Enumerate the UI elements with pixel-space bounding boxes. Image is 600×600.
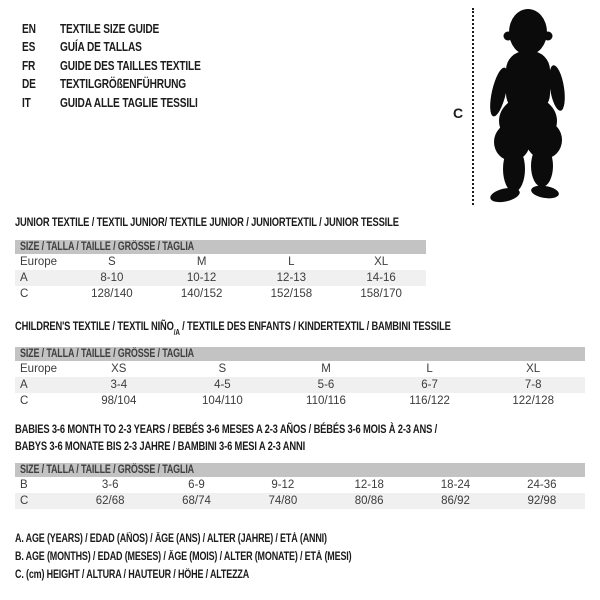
table-cell: S bbox=[218, 363, 227, 375]
height-measure-label: C bbox=[453, 105, 464, 121]
table-row bbox=[15, 393, 585, 409]
language-guide-title: GUÍA DE TALLAS bbox=[60, 39, 142, 55]
table-cell: 62/68 bbox=[95, 495, 125, 507]
language-code: IT bbox=[22, 94, 31, 110]
table-cell: 10-12 bbox=[186, 272, 217, 284]
language-code: ES bbox=[22, 39, 36, 55]
table-cell: 3-6 bbox=[101, 479, 119, 491]
table-cell: 3-4 bbox=[110, 379, 128, 391]
row-label: A bbox=[20, 379, 28, 391]
row-label: Europe bbox=[20, 363, 58, 375]
table-cell: 74/80 bbox=[268, 495, 298, 507]
table-cell: L bbox=[288, 256, 295, 268]
language-guide-title: GUIDE DES TAILLES TEXTILE bbox=[60, 57, 201, 73]
table-cell: 6-9 bbox=[188, 479, 205, 491]
table-cell: 9-12 bbox=[271, 479, 295, 491]
table-row bbox=[15, 254, 426, 270]
table-cell: 98/104 bbox=[101, 395, 137, 407]
children-table-title: CHILDREN'S TEXTILE / TEXTIL $NIÑO_{/A}$ / TEXTILE DES ENFANTS / KINDERTEXTIL / BAMBINI TESSILE bbox=[15, 319, 451, 338]
table-row bbox=[15, 286, 426, 302]
size-header-bar: SIZE / TALLA / TAILLE / GRÖSSE / TAGLIA bbox=[15, 463, 585, 477]
table-cell: 12-13 bbox=[276, 272, 307, 284]
table-cell: L bbox=[426, 363, 433, 375]
table-cell: 5-6 bbox=[317, 379, 335, 391]
height-measure-dotted-line bbox=[472, 8, 474, 205]
legend-line-b: B. AGE (MONTHS) / EDAD (MESES) / ÂGE (MOIS) / ALTER (MONATE) / ETÀ (MESI) bbox=[15, 551, 352, 563]
table-cell: S bbox=[108, 256, 116, 268]
row-label: C bbox=[20, 495, 29, 507]
baby-silhouette-icon bbox=[483, 6, 573, 206]
table-cell: 128/140 bbox=[91, 288, 133, 300]
babies-table bbox=[15, 463, 585, 509]
measurement-legend bbox=[15, 533, 446, 587]
legend-line-c: C. (cm) HEIGHT / ALTURA / HAUTEUR / HÖHE / ALTEZZA bbox=[15, 569, 250, 581]
table-cell: 122/128 bbox=[512, 395, 554, 407]
table-cell: 140/152 bbox=[180, 288, 223, 300]
table-cell: 4-5 bbox=[214, 379, 231, 391]
table-cell: 6-7 bbox=[421, 379, 438, 391]
babies-table-title: BABIES 3-6 MONTH TO 2-3 YEARS / BEBÉS 3-6 MESES A 2-3 AÑOS / BÉBÉS 3-6 MOIS À 2-3 ANS / BABYS 3-6 MONATE BIS 2-3 JAHRE / BAMBINI 3-6 MESI A 2-3 ANNI bbox=[15, 422, 438, 453]
children-table bbox=[15, 347, 585, 409]
language-row bbox=[22, 93, 240, 112]
language-code: FR bbox=[22, 57, 36, 73]
table-cell: 24-36 bbox=[527, 479, 557, 491]
table-cell: 80/86 bbox=[354, 495, 384, 507]
table-row bbox=[15, 477, 585, 493]
language-guide-title: GUIDA ALLE TAGLIE TESSILI bbox=[60, 94, 198, 110]
junior-table-title: JUNIOR TEXTILE / TEXTIL JUNIOR/ TEXTILE JUNIOR / JUNIORTEXTIL / JUNIOR TESSILE bbox=[15, 215, 399, 229]
language-guide-title: TEXTILE SIZE GUIDE bbox=[60, 20, 160, 36]
language-row bbox=[22, 75, 240, 94]
table-cell: M bbox=[196, 256, 207, 268]
table-cell: 158/170 bbox=[360, 288, 402, 300]
size-header-bar: SIZE / TALLA / TAILLE / GRÖSSE / TAGLIA bbox=[15, 347, 585, 361]
language-row bbox=[22, 38, 240, 57]
table-cell: 68/74 bbox=[182, 495, 211, 507]
table-cell: 86/92 bbox=[441, 495, 470, 507]
language-code: EN bbox=[22, 20, 36, 36]
table-cell: 14-16 bbox=[366, 272, 396, 284]
table-cell: XL bbox=[526, 363, 541, 375]
row-label: B bbox=[20, 479, 28, 491]
table-cell: 12-18 bbox=[354, 479, 384, 491]
table-cell: 104/110 bbox=[202, 395, 243, 407]
table-cell: 110/116 bbox=[306, 395, 346, 407]
table-cell: 7-8 bbox=[524, 379, 542, 391]
table-cell: 8-10 bbox=[100, 272, 124, 284]
language-code: DE bbox=[22, 76, 36, 92]
language-row bbox=[22, 56, 240, 75]
table-row bbox=[15, 270, 426, 286]
row-label: Europe bbox=[20, 256, 58, 268]
legend-line-a: A. AGE (YEARS) / EDAD (AÑOS) / ÂGE (ANS) / ALTER (JAHRE) / ETÀ (ANNI) bbox=[15, 533, 327, 545]
table-cell: XS bbox=[111, 363, 127, 375]
row-label: C bbox=[20, 288, 29, 300]
junior-table bbox=[15, 240, 426, 302]
language-title-block bbox=[22, 19, 240, 112]
table-row bbox=[15, 361, 585, 377]
table-cell: 92/98 bbox=[527, 495, 557, 507]
language-row bbox=[22, 19, 240, 38]
table-row bbox=[15, 377, 585, 393]
language-guide-title: TEXTILGRÖßENFÜHRUNG bbox=[60, 76, 187, 92]
table-cell: XL bbox=[374, 256, 389, 268]
row-label: A bbox=[20, 272, 28, 284]
size-header-bar: SIZE / TALLA / TAILLE / GRÖSSE / TAGLIA bbox=[15, 240, 426, 254]
table-cell: M bbox=[321, 363, 331, 375]
row-label: C bbox=[20, 395, 29, 407]
subscript-text: /A bbox=[173, 328, 180, 338]
table-cell: 152/158 bbox=[270, 288, 313, 300]
table-cell: 116/122 bbox=[409, 395, 450, 407]
table-cell: 18-24 bbox=[440, 479, 471, 491]
table-row bbox=[15, 493, 585, 509]
